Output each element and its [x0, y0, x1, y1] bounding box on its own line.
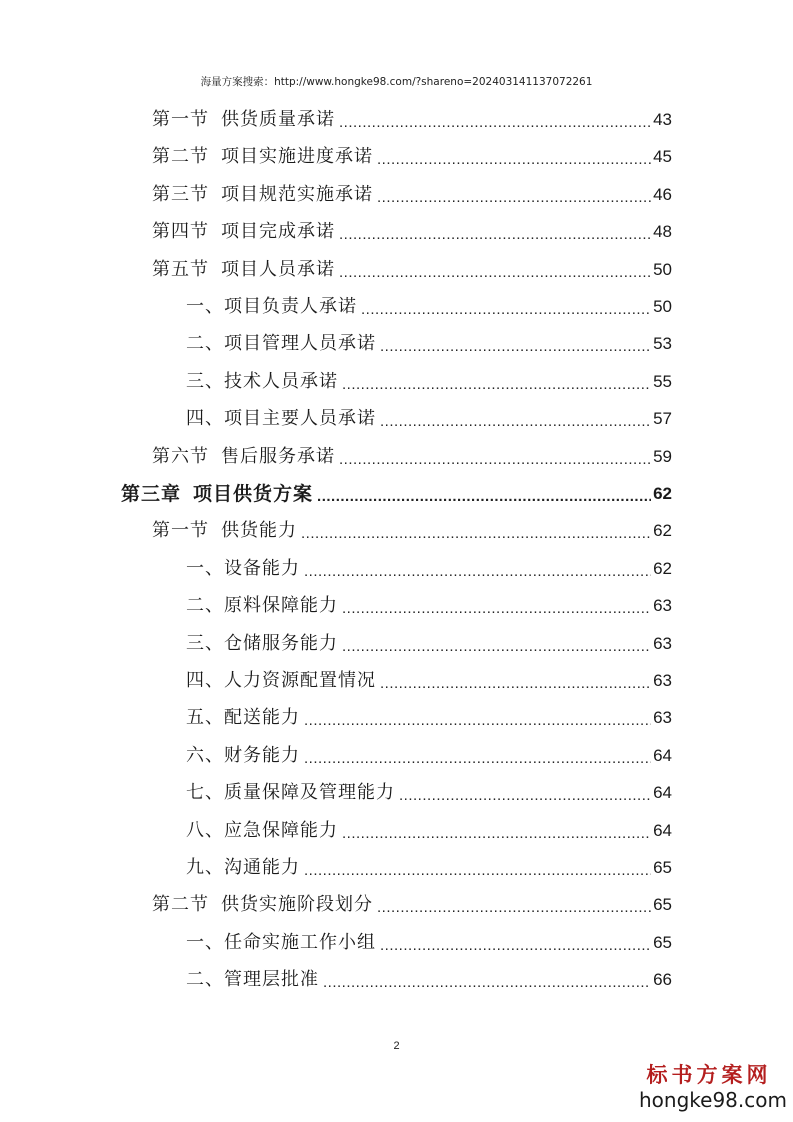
toc-leader-dots — [377, 151, 651, 169]
toc-page-number: 50 — [653, 260, 672, 279]
toc-entry-label: 九、 — [186, 857, 224, 878]
toc-entry-label: 第三节 — [152, 184, 209, 205]
toc-section-entry[interactable] — [152, 220, 672, 244]
toc-subsection-entry[interactable] — [186, 856, 672, 880]
toc-entry-title — [186, 856, 300, 880]
page-number: 2 — [393, 1040, 400, 1052]
toc-entry-text: 项目供货方案 — [193, 483, 314, 505]
toc-entry-title — [152, 893, 373, 917]
toc-entry-text: 售后服务承诺 — [221, 446, 335, 467]
toc-subsection-entry[interactable] — [186, 931, 672, 955]
toc-page-number: 57 — [653, 409, 672, 428]
toc-entry-text: 质量保障及管理能力 — [224, 782, 395, 803]
toc-leader-dots — [342, 600, 651, 618]
toc-entry-label: 第二节 — [152, 146, 209, 167]
toc-subsection-entry[interactable] — [186, 781, 672, 805]
toc-entry-label: 四、 — [186, 408, 224, 429]
toc-page-number: 65 — [653, 858, 672, 877]
toc-subsection-entry[interactable] — [186, 594, 672, 618]
toc-entry-text: 财务能力 — [224, 745, 300, 766]
toc-page-number: 46 — [653, 185, 672, 204]
toc-page-number: 62 — [653, 484, 672, 503]
toc-leader-dots — [304, 712, 651, 730]
toc-entry-text: 任命实施工作小组 — [224, 932, 376, 953]
toc-page-number: 65 — [653, 933, 672, 952]
toc-subsection-entry[interactable] — [186, 819, 672, 843]
toc-page-number: 64 — [653, 783, 672, 802]
toc-entry-title — [186, 295, 357, 319]
toc-leader-dots — [380, 338, 651, 356]
toc-leader-dots — [377, 189, 651, 207]
toc-entry-title — [152, 145, 373, 169]
toc-section-entry[interactable] — [152, 145, 672, 169]
toc-leader-dots — [339, 226, 651, 244]
toc-entry-title — [186, 407, 376, 431]
toc-entry-text: 配送能力 — [224, 707, 300, 728]
toc-entry-title — [186, 594, 338, 618]
toc-leader-dots — [361, 301, 651, 319]
toc-entry-text: 原料保障能力 — [224, 595, 338, 616]
page-header-url: 海量方案搜索：http://www.hongke98.com/?shareno=202403141137072261 — [200, 76, 593, 88]
toc-entry-title — [186, 781, 395, 805]
watermark-logo — [639, 1062, 787, 1113]
toc-subsection-entry[interactable] — [186, 669, 672, 693]
toc-subsection-entry[interactable] — [186, 407, 672, 431]
toc-entry-title — [152, 220, 335, 244]
watermark-cn-text: 标书方案网 — [646, 1062, 772, 1087]
toc-page-number: 66 — [653, 970, 672, 989]
toc-entry-text: 管理层批准 — [224, 969, 319, 990]
toc-page-number: 63 — [653, 634, 672, 653]
toc-entry-title — [121, 482, 313, 506]
toc-entry-title — [186, 744, 300, 768]
toc-entry-title — [152, 445, 335, 469]
toc-entry-text: 人力资源配置情况 — [224, 670, 376, 691]
toc-page-number: 55 — [653, 372, 672, 391]
toc-leader-dots — [339, 114, 651, 132]
toc-entry-label: 第三章 — [121, 483, 182, 505]
toc-entry-title — [152, 183, 373, 207]
toc-entry-label: 三、 — [186, 371, 224, 392]
toc-entry-title — [186, 632, 338, 656]
toc-leader-dots — [317, 488, 651, 506]
toc-subsection-entry[interactable] — [186, 744, 672, 768]
toc-entry-title — [186, 968, 319, 992]
toc-entry-title — [186, 370, 338, 394]
toc-page-number: 59 — [653, 447, 672, 466]
toc-entry-label: 二、 — [186, 969, 224, 990]
toc-page-number: 64 — [653, 821, 672, 840]
toc-subsection-entry[interactable] — [186, 557, 672, 581]
toc-entry-label: 第一节 — [152, 520, 209, 541]
toc-entry-title — [152, 519, 297, 543]
toc-section-entry[interactable] — [152, 519, 672, 543]
toc-entry-text: 供货实施阶段划分 — [221, 894, 373, 915]
toc-entry-label: 三、 — [186, 633, 224, 654]
watermark-en-text: hongke98.com — [639, 1088, 787, 1112]
toc-entry-title — [186, 332, 376, 356]
toc-section-entry[interactable] — [152, 108, 672, 132]
toc-entry-text: 项目完成承诺 — [221, 221, 335, 242]
toc-leader-dots — [323, 974, 651, 992]
toc-subsection-entry[interactable] — [186, 706, 672, 730]
toc-leader-dots — [342, 825, 651, 843]
toc-subsection-entry[interactable] — [186, 295, 672, 319]
toc-entry-title — [152, 258, 335, 282]
toc-entry-label: 第二节 — [152, 894, 209, 915]
toc-page-number: 63 — [653, 708, 672, 727]
toc-entry-text: 沟通能力 — [224, 857, 300, 878]
toc-page-number: 48 — [653, 222, 672, 241]
toc-entry-label: 第五节 — [152, 259, 209, 280]
toc-page-number: 63 — [653, 671, 672, 690]
toc-page-number: 64 — [653, 746, 672, 765]
toc-entry-text: 项目负责人承诺 — [224, 296, 357, 317]
toc-entry-title — [186, 819, 338, 843]
toc-leader-dots — [399, 787, 651, 805]
toc-entry-text: 技术人员承诺 — [224, 371, 338, 392]
toc-entry-label: 一、 — [186, 932, 224, 953]
toc-entry-title — [186, 557, 300, 581]
toc-leader-dots — [380, 675, 651, 693]
toc-entry-text: 仓储服务能力 — [224, 633, 338, 654]
toc-subsection-entry[interactable] — [186, 370, 672, 394]
toc-entry-label: 四、 — [186, 670, 224, 691]
toc-entry-label: 七、 — [186, 782, 224, 803]
toc-section-entry[interactable] — [152, 258, 672, 282]
toc-page-number: 43 — [653, 110, 672, 129]
toc-subsection-entry[interactable] — [186, 968, 672, 992]
toc-leader-dots — [301, 525, 651, 543]
toc-page-number: 62 — [653, 559, 672, 578]
toc-entry-label: 一、 — [186, 296, 224, 317]
toc-entry-label: 五、 — [186, 707, 224, 728]
toc-page-number: 62 — [653, 521, 672, 540]
toc-entry-title — [186, 931, 376, 955]
toc-entry-label: 二、 — [186, 595, 224, 616]
toc-entry-label: 第四节 — [152, 221, 209, 242]
toc-page-number: 45 — [653, 147, 672, 166]
toc-leader-dots — [380, 413, 651, 431]
toc-entry-text: 设备能力 — [224, 558, 300, 579]
toc-entry-label: 六、 — [186, 745, 224, 766]
toc-leader-dots — [380, 937, 651, 955]
toc-entry-text: 项目规范实施承诺 — [221, 184, 373, 205]
toc-entry-title — [186, 706, 300, 730]
toc-subsection-entry[interactable] — [186, 332, 672, 356]
toc-leader-dots — [304, 563, 651, 581]
toc-page-number: 63 — [653, 596, 672, 615]
toc-entry-text: 供货质量承诺 — [221, 109, 335, 130]
toc-entry-title — [152, 108, 335, 132]
toc-chapter-entry[interactable] — [121, 482, 672, 506]
toc-section-entry[interactable] — [152, 183, 672, 207]
toc-leader-dots — [342, 376, 651, 394]
toc-entry-label: 二、 — [186, 333, 224, 354]
toc-entry-text: 项目主要人员承诺 — [224, 408, 376, 429]
toc-entry-label: 一、 — [186, 558, 224, 579]
toc-entry-text: 应急保障能力 — [224, 820, 338, 841]
toc-page-number: 50 — [653, 297, 672, 316]
toc-leader-dots — [304, 750, 651, 768]
toc-subsection-entry[interactable] — [186, 632, 672, 656]
toc-leader-dots — [339, 451, 651, 469]
toc-section-entry[interactable] — [152, 893, 672, 917]
toc-entry-text: 供货能力 — [221, 520, 297, 541]
toc-leader-dots — [304, 862, 651, 880]
toc-page-number: 53 — [653, 334, 672, 353]
toc-entry-label: 第一节 — [152, 109, 209, 130]
toc-leader-dots — [339, 264, 651, 282]
toc-entry-label: 第六节 — [152, 446, 209, 467]
toc-entry-title — [186, 669, 376, 693]
toc-section-entry[interactable] — [152, 445, 672, 469]
toc-leader-dots — [377, 899, 651, 917]
toc-leader-dots — [342, 638, 651, 656]
toc-entry-text: 项目人员承诺 — [221, 259, 335, 280]
toc-page-number: 65 — [653, 895, 672, 914]
toc-entry-label: 八、 — [186, 820, 224, 841]
toc-entry-text: 项目实施进度承诺 — [221, 146, 373, 167]
toc-entry-text: 项目管理人员承诺 — [224, 333, 376, 354]
